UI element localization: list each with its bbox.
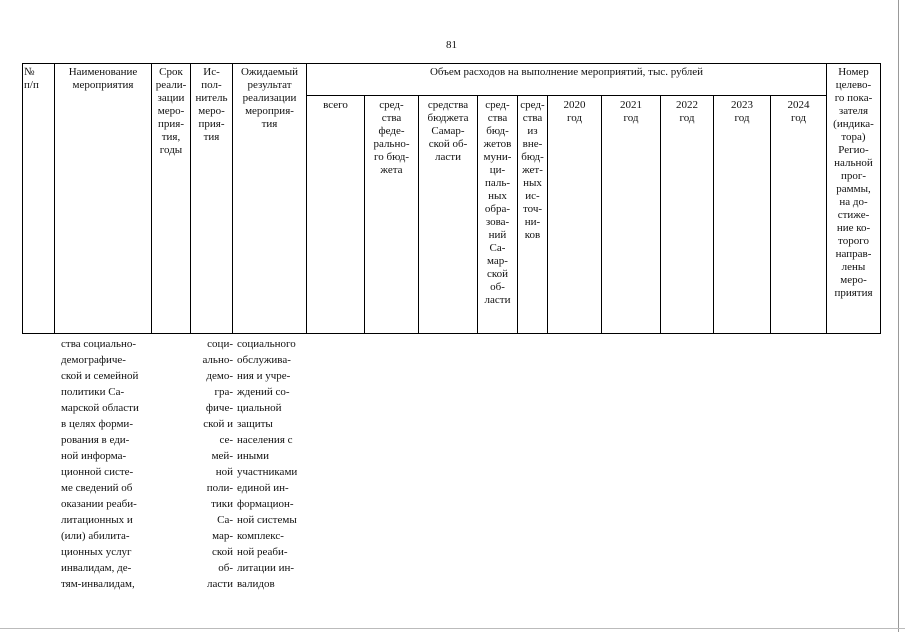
header-federal: сред- ства феде- рально- го бюд- жета (373, 99, 410, 176)
page-number: 81 (446, 39, 457, 51)
scan-bottom-edge (0, 628, 905, 629)
continuation-executor-text: соци- ально- демо- гра- фиче- ской и се- мей- ной поли- тики Са- мар- ской об- ласти (202, 338, 233, 590)
header-total: всего (323, 99, 348, 111)
header-regional: средства бюджета Самар- ской об- ласти (427, 99, 469, 163)
col-border (22, 63, 23, 334)
scan-right-edge (898, 0, 899, 632)
header-2024: 2024 год (787, 99, 810, 124)
header-result: Ожидаемый результат реализации мероприя- тия (240, 66, 299, 130)
header-num: № п/п (24, 66, 39, 91)
header-name: Наименование мероприятия (68, 66, 138, 91)
header-executor: Ис- пол- нитель меро- прия- тия (195, 66, 228, 143)
continuation-name-text: ства социально- демографиче- ской и семейной политики Са- марской области в целях форми- рования в еди- ной информа- ционной систе- ме сведений об оказании реаби- литационных и (или) абилита- ционных услуг инвалидам, де- тям-инвалидам, (61, 338, 139, 590)
col-border (660, 95, 661, 334)
col-border (601, 95, 602, 334)
col-border (770, 95, 771, 334)
header-indicator: Номер целево- го пока- зателя (индика- тора) Регио- нальной прог- раммы, на до- стиже- ние ко- торого направ- лены меро- приятия (833, 66, 874, 299)
header-2023: 2023 год (731, 99, 753, 124)
header-2020: 2020 год (563, 99, 586, 124)
col-border (547, 95, 548, 334)
continuation-result-text: социального обслужива- ния и учре- ждений со- циальной защиты населения с иными участниками единой ин- формацион- ной системы комплекс- ной реаби- литации ин- валидов (237, 338, 298, 590)
header-term: Срок реали- зации меро- прия- тия, годы (155, 66, 187, 156)
header-2022: 2022 год (676, 99, 698, 124)
col-border (713, 95, 714, 334)
col-border (880, 63, 881, 334)
header-offbudget: сред- ства из вне- бюд- жет- ных ис- точ- ни- ков (520, 99, 545, 241)
header-expenses: Объем расходов на выполнение мероприятий, тыс. рублей (429, 66, 704, 78)
header-2021: 2021 год (620, 99, 642, 124)
col-border (54, 63, 55, 334)
expenses-subheader-line (306, 95, 827, 96)
header-municipal: сред- ства бюд- жетов муни- ци- паль- ных обра- зова- ний Са- мар- ской об- ласти (483, 99, 512, 306)
